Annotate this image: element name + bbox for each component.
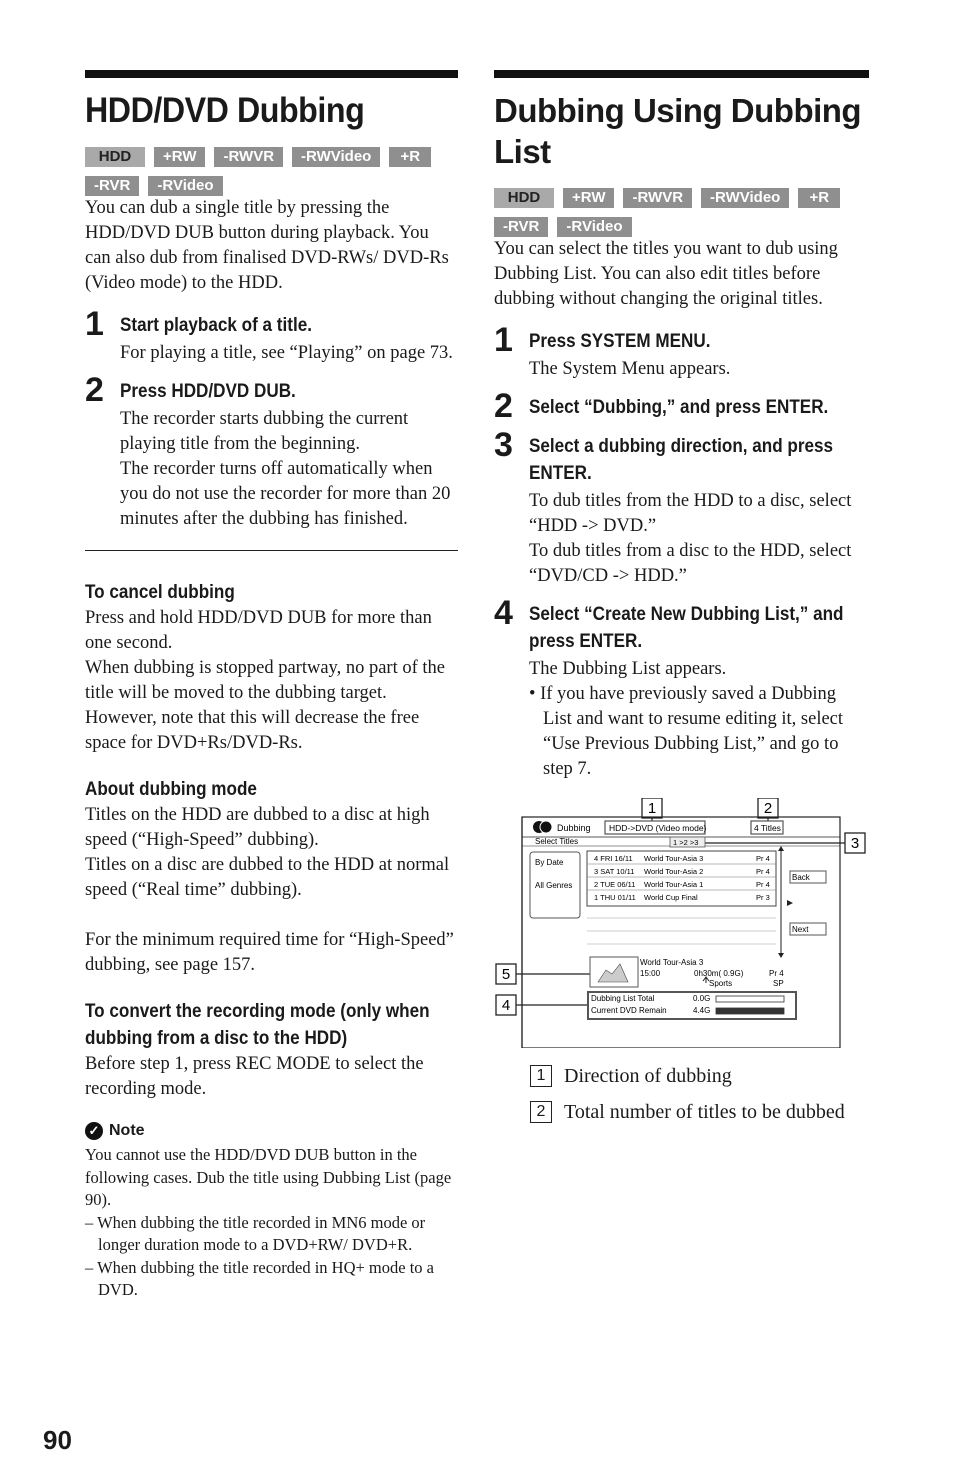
info-genre: Sports [709,979,733,988]
step-2 [85,371,458,532]
note-label: Note [109,1122,145,1139]
back-label: Back [792,873,810,882]
mode-text-page-ref: For the minimum required time for “High-Speed” dubbing, see page 157. [85,930,454,975]
scroll-down-icon[interactable] [778,953,784,958]
cancel-text: Press and hold HDD/DVD DUB for more than one second. [85,608,432,653]
legend-text: Direction of dubbing [564,1065,732,1087]
format-badges [494,188,844,237]
step-number: 4 [494,594,513,632]
row-date: 2 TUE 06/11 [594,880,636,889]
format-badge-minus-rwvideo: -RWVideo [292,147,380,167]
remain-label: Current DVD Remain [591,1006,667,1015]
remain-value: 4.4G [693,1006,711,1015]
step-number: 1 [494,321,513,359]
mode-heading: About dubbing mode [85,779,257,800]
step-number: 1 [85,305,104,343]
mode-text-extra: Titles on a disc are dubbed to the HDD at normal speed (“Real time” dubbing). [85,855,450,900]
filter-by-date[interactable]: By Date [535,858,564,867]
step-title: Start playback of a title. [120,315,312,336]
callout-label-3: 3 [850,835,860,852]
row-date: 1 THU 01/11 [594,893,636,902]
section-title: HDD/DVD Dubbing [85,91,365,130]
section-title: Dubbing Using Dubbing List [494,92,862,170]
step-4 [494,594,869,782]
legend-number: 2 [530,1101,552,1123]
scroll-up-icon[interactable] [778,846,784,851]
format-badges [85,147,435,196]
format-badge-hdd: HDD [85,147,145,167]
cancel-heading: To cancel dubbing [85,582,235,603]
step-body: To dub titles from the HDD to a disc, select “HDD -> DVD.” [529,491,852,536]
row-channel: Pr 4 [756,880,770,889]
format-badge-minus-rwvideo: -RWVideo [701,188,789,208]
row-channel: Pr 4 [756,854,770,863]
row-title: World Cup Final [644,893,698,902]
divider [85,550,458,551]
section-rule-bar [85,70,458,78]
next-label: Next [792,925,809,934]
remain-bar-fill [716,1008,784,1014]
info-mode: SP [773,979,784,988]
callout-label-5: 5 [501,966,511,983]
section-rule-bar [494,70,869,78]
screen-header-label: Dubbing [557,823,591,833]
direction-value: HDD->DVD (Video mode) [609,823,707,833]
step-title: Select “Dubbing,” and press ENTER. [529,397,829,418]
step-2 [494,387,869,425]
left-column [85,70,458,1302]
legend-item [530,1098,869,1126]
info-channel: Pr 4 [769,969,784,978]
callout-label-2: 2 [763,800,773,817]
row-channel: Pr 4 [756,867,770,876]
step-title: Press SYSTEM MENU. [529,331,711,352]
row-channel: Pr 3 [756,893,770,902]
convert-text: Before step 1, press REC MODE to select the recording mode. [85,1054,424,1099]
format-badge-minus-rwvr: -RWVR [214,147,283,167]
arrow-right-icon [787,900,793,906]
note-item: – When dubbing the title recorded in HQ+ mode to a DVD. [85,1257,434,1299]
format-badge-minus-rvideo: -RVideo [557,217,631,237]
step-body: The Dubbing List appears. [529,659,727,679]
page-number: 90 [43,1425,72,1455]
step-body: The System Menu appears. [529,359,731,379]
convert-heading: To convert the recording mode (only when dubbing from a disc to the HDD) [85,1001,430,1049]
step-title: Press HDD/DVD DUB. [120,381,296,402]
note-item: – When dubbing the title recorded in MN6 mode or longer duration mode to a DVD+RW/ DVD+R. [85,1212,426,1254]
step-1 [85,305,458,366]
format-badge-plus-r: +R [389,147,431,167]
note-icon: ✓ [85,1122,103,1140]
step-number: 2 [85,371,104,409]
note-heading [85,1122,458,1140]
step-number: 2 [494,387,513,425]
step-body: For playing a title, see “Playing” on page 73. [120,343,453,363]
cancel-text-extra: When dubbing is stopped partway, no part of the title will be moved to the dubbing target. However, note that this will decrease the free space for DVD+Rs/DVD-Rs. [85,658,445,753]
row-title: World Tour-Asia 3 [644,854,704,863]
callout-label-4: 4 [501,997,511,1014]
intro-text: You can select the titles you want to dub using Dubbing List. You can also edit titles before dubbing without changing the original titles. [494,239,838,309]
right-column [494,70,869,1126]
info-time: 15:00 [640,969,661,978]
step-3 [494,426,869,589]
format-badge-minus-rvr: -RVR [85,176,139,196]
total-bar [716,996,784,1002]
callout-label-1: 1 [647,800,657,817]
format-badge-minus-rwvr: -RWVR [623,188,692,208]
step-body-extra: To dub titles from a disc to the HDD, select “DVD/CD -> HDD.” [529,541,852,586]
format-badge-plus-r: +R [798,188,840,208]
step-body-extra: The recorder turns off automatically when you do not use the recorder for more than 20 minutes after the dubbing has finished. [120,459,451,529]
step-body: The recorder starts dubbing the current playing title from the beginning. [120,409,409,454]
mode-text: Titles on the HDD are dubbed to a disc at high speed (“High-Speed” dubbing). [85,805,430,850]
row-date: 3 SAT 10/11 [594,867,635,876]
legend-number: 1 [530,1065,552,1087]
step-1 [494,321,869,382]
step-number: 3 [494,426,513,464]
legend-text: Total number of titles to be dubbed [564,1101,845,1123]
filter-all-genres[interactable]: All Genres [535,881,573,890]
note-text: You cannot use the HDD/DVD DUB button in the following cases. Dub the title using Dubbing List (page 90). [85,1145,452,1209]
format-badge-plus-rw: +RW [563,188,614,208]
info-title: World Tour-Asia 3 [640,958,704,967]
format-badge-minus-rvr: -RVR [494,217,548,237]
legend-item [530,1062,869,1090]
format-badge-hdd: HDD [494,188,554,208]
dubbing-list-screen [494,798,869,1048]
step-title: Select “Create New Dubbing List,” and press ENTER. [529,604,844,652]
row-title: World Tour-Asia 1 [644,880,704,889]
step-bullet: • If you have previously saved a Dubbing List and want to resume editing it, select “Use Previous Dubbing List,” and go to step 7. [529,684,844,779]
callout-legend [494,1062,869,1126]
info-duration: 0h30m( 0.9G) [694,969,744,978]
format-badge-minus-rvideo: -RVideo [148,176,222,196]
select-titles-label: Select Titles [535,837,579,846]
intro-text: You can dub a single title by pressing the HDD/DVD DUB button during playback. You can also dub from finalised DVD-RWs/ DVD-Rs (Video mode) to the HDD. [85,198,449,293]
page-indicator-value: 1 >2 >3 [673,838,699,847]
total-value: 0.0G [693,994,711,1003]
row-date: 4 FRI 16/11 [594,854,633,863]
format-badge-plus-rw: +RW [154,147,205,167]
title-count-value: 4 Titles [754,823,781,833]
total-label: Dubbing List Total [591,994,655,1003]
row-title: World Tour-Asia 2 [644,867,704,876]
step-title: Select a dubbing direction, and press ENTER. [529,436,834,484]
